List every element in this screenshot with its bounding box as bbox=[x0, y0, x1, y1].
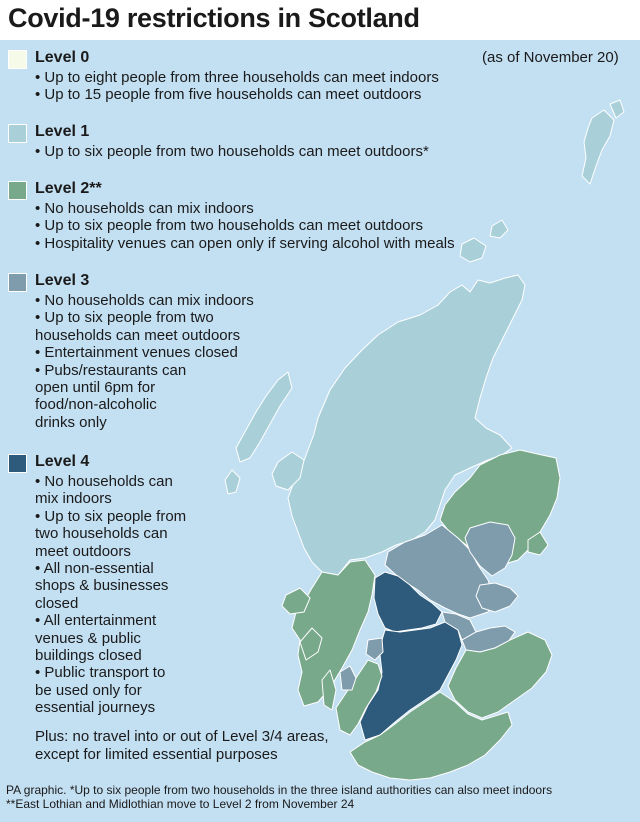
level-3-line: • Pubs/restaurants can bbox=[35, 361, 187, 379]
level-4-title: Level 4 bbox=[35, 453, 90, 470]
travel-note-line: Plus: no travel into or out of Level 3/4 areas, bbox=[35, 728, 329, 745]
level-1-title: Level 1 bbox=[35, 123, 90, 140]
level-1-lines bbox=[35, 143, 429, 160]
swatch-level-2 bbox=[8, 181, 27, 200]
level-3-line: food/non-alcoholic bbox=[35, 396, 157, 414]
region-arran bbox=[340, 666, 356, 690]
level-4-line: buildings closed bbox=[35, 647, 142, 665]
level-2-line: • No households can mix indoors bbox=[35, 200, 254, 217]
region-shetland bbox=[582, 110, 614, 184]
level-2-line: • Up to six people from two households can meet outdoors bbox=[35, 217, 423, 235]
swatch-level-1 bbox=[8, 124, 27, 143]
region-fife bbox=[476, 583, 518, 612]
level-1-line: • Up to six people from two households can meet outdoors* bbox=[35, 143, 429, 160]
footnotes bbox=[6, 783, 552, 811]
travel-note-line: except for limited essential purposes bbox=[35, 746, 278, 763]
level-4-line: be used only for bbox=[35, 681, 142, 699]
level-4-line: venues & public bbox=[35, 629, 141, 647]
level-4-line: two households can bbox=[35, 525, 168, 543]
region-orkney bbox=[460, 238, 486, 262]
level-2-line: • Hospitality venues can open only if serving alcohol with meals bbox=[35, 234, 455, 252]
date-note: (as of November 20) bbox=[482, 49, 619, 66]
level-4-line: • All non-essential bbox=[35, 560, 154, 578]
level-0-title: Level 0 bbox=[35, 49, 90, 66]
level-3-line: • Entertainment venues closed bbox=[35, 344, 238, 362]
level-4-line: essential journeys bbox=[35, 699, 156, 717]
level-4-line: closed bbox=[35, 594, 79, 612]
level-4-line: • All entertainment bbox=[35, 612, 157, 630]
region-shetland-unst bbox=[610, 100, 624, 118]
swatch-level-3 bbox=[8, 273, 27, 292]
level-4-line: mix indoors bbox=[35, 490, 112, 508]
level-2-lines bbox=[35, 200, 455, 252]
level-4-line: • Public transport to bbox=[35, 664, 166, 682]
level-3-line: households can meet outdoors bbox=[35, 326, 241, 344]
level-0-lines bbox=[35, 69, 439, 104]
level-3-line: • Up to six people from two bbox=[35, 309, 214, 327]
page-title: Covid-19 restrictions in Scotland bbox=[8, 3, 420, 33]
level-3-title: Level 3 bbox=[35, 272, 90, 289]
footnote-line: **East Lothian and Midlothian move to Level 2 from November 24 bbox=[6, 797, 355, 811]
title-bar bbox=[0, 0, 640, 40]
region-uist bbox=[225, 470, 240, 494]
region-orkney-north bbox=[490, 220, 508, 238]
level-4-lines bbox=[35, 473, 186, 717]
swatch-level-4 bbox=[8, 454, 27, 473]
level-2-title: Level 2** bbox=[35, 180, 102, 197]
level-0-line: • Up to 15 people from five households can meet outdoors bbox=[35, 86, 422, 104]
footnote-line: PA graphic. *Up to six people from two households in the three island authorities can also meet indoors bbox=[6, 783, 553, 797]
level-4-line: meet outdoors bbox=[35, 542, 131, 560]
level-3-line: • No households can mix indoors bbox=[35, 292, 254, 309]
travel-note bbox=[35, 728, 329, 764]
level-0-line: • Up to eight people from three households can meet indoors bbox=[35, 69, 439, 86]
level-3-line: open until 6pm for bbox=[35, 379, 156, 397]
swatch-level-0 bbox=[8, 50, 27, 69]
level-4-line: • No households can bbox=[35, 473, 173, 490]
level-4-line: shops & businesses bbox=[35, 577, 169, 595]
level-4-line: • Up to six people from bbox=[35, 507, 187, 525]
level-3-lines bbox=[35, 292, 254, 431]
level-3-line: drinks only bbox=[35, 413, 107, 431]
